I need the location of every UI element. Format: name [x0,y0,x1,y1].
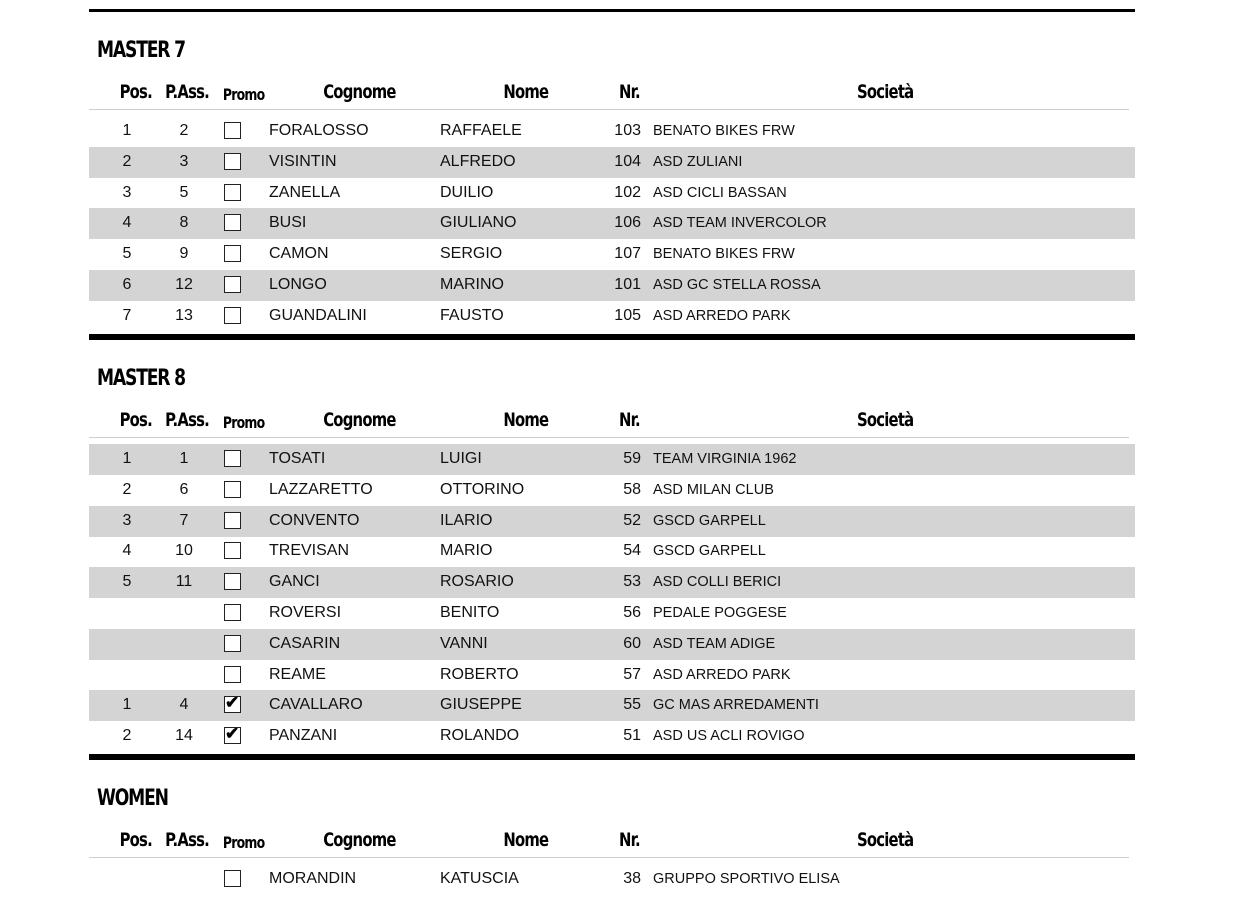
header-cognome: Cognome [323,829,396,851]
bib-number-cell: 53 [623,573,641,591]
absolute-position-cell: 9 [179,245,189,263]
results-section [89,337,1135,745]
team-cell: ASD CICLI BASSAN [653,184,787,201]
header-societa: Società [856,829,914,851]
header-nr: Nr. [618,409,640,431]
header-pos: Pos. [119,409,152,431]
position-cell: 3 [122,183,132,201]
table-header [89,79,1129,110]
absolute-position-cell: 3 [179,152,189,170]
surname-cell: MORANDIN [269,870,357,887]
bib-number-cell: 101 [614,276,641,293]
first-name-cell: OTTORINO [440,480,525,498]
team-cell: TEAM VIRGINIA 1962 [653,451,797,467]
promo-checkbox[interactable] [224,635,241,652]
promo-checkbox[interactable] [224,604,241,621]
promo-checkbox[interactable] [224,184,241,201]
table-row [89,536,1135,567]
header-pass: P.Ass. [165,409,210,431]
position-cell: 1 [122,450,132,467]
team-cell: ASD TEAM ADIGE [653,635,776,652]
position-cell: 3 [122,511,132,529]
team-cell: ASD TEAM INVERCOLOR [653,215,827,232]
section-title: MASTER 8 [97,366,185,391]
results-section [89,9,1135,339]
table-header [89,827,1129,858]
position-cell: 5 [122,573,132,591]
results-section [89,757,1135,921]
promo-checkbox[interactable] [224,870,241,887]
promo-checkbox[interactable] [224,542,241,559]
bib-number-cell: 52 [623,511,641,529]
position-cell: 2 [122,152,132,170]
header-promo: Promo [222,85,265,104]
section-title: WOMEN [97,786,168,811]
surname-cell: BUSI [269,214,307,232]
table-row [89,660,1135,691]
team-cell: ASD ARREDO PARK [653,666,791,683]
bib-number-cell: 104 [614,152,641,170]
header-pos: Pos. [119,829,152,851]
promo-checkbox[interactable] [224,307,241,324]
absolute-position-cell: 10 [175,542,193,560]
promo-checkbox[interactable] [224,481,241,498]
surname-cell: PANZANI [269,727,338,745]
header-nome: Nome [503,81,549,103]
table-row [89,475,1135,506]
team-cell: ASD US ACLI ROVIGO [653,728,805,745]
table-row [89,239,1135,270]
first-name-cell: MARINO [440,276,504,293]
header-nome: Nome [503,829,549,851]
position-cell: 2 [122,727,132,745]
surname-cell: LONGO [269,276,327,293]
promo-checkbox[interactable] [224,214,241,231]
promo-checkbox[interactable] [224,450,241,467]
bib-number-cell: 60 [623,634,641,652]
team-cell: ASD ARREDO PARK [653,307,791,324]
first-name-cell: GIUSEPPE [440,696,522,714]
promo-checkbox[interactable] [224,693,241,713]
surname-cell: GANCI [269,573,320,591]
bib-number-cell: 55 [623,696,641,714]
promo-checkbox[interactable] [224,512,241,529]
absolute-position-cell: 12 [175,276,193,293]
table-row [89,629,1135,660]
team-cell: ASD MILAN CLUB [653,481,774,498]
bib-number-cell: 54 [623,542,641,560]
surname-cell: VISINTIN [269,152,337,170]
team-cell: GRUPPO SPORTIVO ELISA [653,871,840,887]
table-row [89,116,1135,147]
first-name-cell: RAFFAELE [440,122,522,139]
surname-cell: CONVENTO [269,511,360,529]
absolute-position-cell: 14 [175,727,193,745]
bib-number-cell: 102 [614,183,641,201]
table-row [89,147,1135,178]
first-name-cell: ILARIO [440,511,493,529]
surname-cell: TOSATI [269,450,326,467]
first-name-cell: ROLANDO [440,727,520,745]
table-row [89,444,1135,475]
absolute-position-cell: 1 [179,450,189,467]
promo-checkbox[interactable] [224,153,241,170]
position-cell: 7 [122,306,132,324]
team-cell: GC MAS ARREDAMENTI [653,697,819,714]
table-row [89,567,1135,598]
surname-cell: TREVISAN [269,542,350,560]
absolute-position-cell: 4 [179,696,189,714]
team-cell: BENATO BIKES FRW [653,123,795,139]
checkmark-icon: ✔ [225,724,240,744]
team-cell: ASD GC STELLA ROSSA [653,277,821,293]
position-cell: 4 [122,214,132,232]
first-name-cell: DUILIO [440,183,494,201]
promo-checkbox[interactable] [224,666,241,683]
position-cell: 1 [122,696,132,714]
promo-checkbox[interactable] [224,724,241,744]
header-cognome: Cognome [323,409,396,431]
table-row [89,721,1135,752]
bib-number-cell: 56 [623,604,641,621]
section-title: MASTER 7 [97,38,185,63]
first-name-cell: ALFREDO [440,152,516,170]
table-row [89,301,1135,332]
header-promo: Promo [222,833,265,852]
surname-cell: LAZZARETTO [269,480,373,498]
team-cell: GSCD GARPELL [653,512,766,529]
table-row [89,690,1135,721]
table-row [89,864,1135,895]
header-societa: Società [856,409,914,431]
table-row [89,208,1135,239]
first-name-cell: VANNI [440,634,488,652]
surname-cell: REAME [269,665,326,683]
team-cell: PEDALE POGGESE [653,605,787,621]
bib-number-cell: 105 [614,306,641,324]
bib-number-cell: 38 [623,870,641,887]
absolute-position-cell: 7 [179,511,189,529]
team-cell: ASD COLLI BERICI [653,574,782,591]
surname-cell: CASARIN [269,634,341,652]
table-header [89,407,1129,438]
bib-number-cell: 103 [614,122,641,139]
table-row [89,598,1135,629]
header-nome: Nome [503,409,549,431]
absolute-position-cell: 13 [175,306,193,324]
first-name-cell: LUIGI [440,450,482,467]
first-name-cell: BENITO [440,604,500,621]
header-pos: Pos. [119,81,152,103]
table-row [89,506,1135,537]
surname-cell: GUANDALINI [269,306,367,324]
surname-cell: ROVERSI [269,604,342,621]
header-societa: Società [856,81,914,103]
surname-cell: ZANELLA [269,183,341,201]
section-top-rule [89,9,1135,12]
position-cell: 4 [122,542,132,560]
header-cognome: Cognome [323,81,396,103]
header-pass: P.Ass. [165,81,210,103]
bib-number-cell: 107 [614,245,641,263]
header-nr: Nr. [618,829,640,851]
bib-number-cell: 59 [623,450,641,467]
bib-number-cell: 57 [623,665,641,683]
first-name-cell: GIULIANO [440,214,517,232]
table-row [89,270,1135,301]
first-name-cell: ROBERTO [440,665,519,683]
surname-cell: CAMON [269,245,329,263]
first-name-cell: SERGIO [440,245,503,263]
promo-checkbox[interactable] [224,573,241,590]
bib-number-cell: 51 [623,727,641,745]
bib-number-cell: 106 [614,214,641,232]
position-cell: 5 [122,245,132,263]
team-cell: BENATO BIKES FRW [653,246,795,263]
absolute-position-cell: 6 [179,480,189,498]
team-cell: GSCD GARPELL [653,543,766,560]
team-cell: ASD ZULIANI [653,153,743,170]
promo-checkbox[interactable] [224,245,241,262]
header-nr: Nr. [618,81,640,103]
first-name-cell: ROSARIO [440,573,514,591]
section-top-rule [89,337,1135,340]
absolute-position-cell: 11 [175,573,193,591]
header-promo: Promo [222,413,265,432]
first-name-cell: KATUSCIA [440,870,519,887]
position-cell: 2 [122,480,132,498]
promo-checkbox[interactable] [224,122,241,139]
absolute-position-cell: 5 [179,183,189,201]
position-cell: 6 [122,276,132,293]
position-cell: 1 [122,122,132,139]
section-top-rule [89,757,1135,760]
bib-number-cell: 58 [623,480,641,498]
promo-checkbox[interactable] [224,276,241,293]
checkmark-icon: ✔ [225,693,240,713]
surname-cell: CAVALLARO [269,696,363,714]
absolute-position-cell: 2 [179,122,189,139]
first-name-cell: FAUSTO [440,306,504,324]
absolute-position-cell: 8 [179,214,189,232]
surname-cell: FORALOSSO [269,122,369,139]
first-name-cell: MARIO [440,542,493,560]
header-pass: P.Ass. [165,829,210,851]
table-row [89,178,1135,209]
